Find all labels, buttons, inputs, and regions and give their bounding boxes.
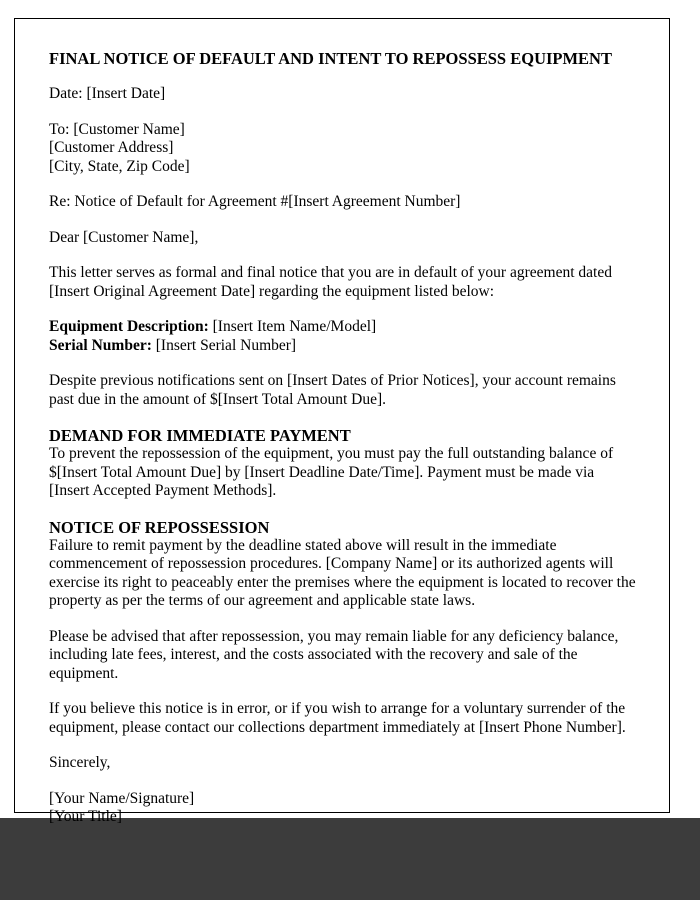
closing-line: Sincerely, xyxy=(49,754,111,771)
past-due-paragraph: Despite previous notifications sent on [Insert Dates of Prior Notices], your account remains past due in the amount of $[Insert Total Amount Due]. xyxy=(49,372,616,408)
equipment-description-label: Equipment Description: xyxy=(49,318,209,335)
intro-paragraph: This letter serves as formal and final notice that you are in default of your agreement dated [Insert Original Agreement Date] regarding the equipment listed below: xyxy=(49,264,612,300)
signature-title-line: [Your Title] xyxy=(49,808,122,825)
equipment-block xyxy=(49,318,636,355)
letter-border-frame xyxy=(14,18,670,825)
signature-block xyxy=(49,790,636,827)
error-paragraph: If you believe this notice is in error, or if you wish to arrange for a voluntary surrender of the equipment, please contact our collections department immediately at [Insert Phone Number]. xyxy=(49,700,626,736)
letter-title: FINAL NOTICE OF DEFAULT AND INTENT TO REPOSSESS EQUIPMENT xyxy=(49,49,612,68)
recipient-block xyxy=(49,121,636,177)
demand-body: To prevent the repossession of the equipment, you must pay the full outstanding balance of $[Insert Total Amount Due] by [Insert Deadline Date/Time]. Payment must be made via [Insert Accepted Payment Methods]. xyxy=(49,445,614,499)
deficiency-paragraph: Please be advised that after repossession, you may remain liable for any deficiency balance, including late fees, interest, and the costs associated with the recovery and sale of the equipment. xyxy=(49,627,619,682)
recipient-address-line: [Customer Address] xyxy=(49,139,174,156)
signature-name-line: [Your Name/Signature] xyxy=(49,789,195,807)
repossession-heading: NOTICE OF REPOSSESSION xyxy=(49,517,270,537)
dark-backdrop xyxy=(0,818,700,900)
demand-heading: DEMAND FOR IMMEDIATE PAYMENT xyxy=(49,426,351,445)
recipient-city-line: [City, State, Zip Code] xyxy=(49,157,190,175)
repossession-section xyxy=(49,518,636,611)
equipment-description-value: [Insert Item Name/Model] xyxy=(212,318,377,335)
repossession-body: Failure to remit payment by the deadline stated above will result in the immediate commencement of repossession procedures. [Company Name] or its authorized agents will exercise its right to peaceably enter the premises where the equipment is located to recover the property as per the terms of our agreement and applicable state laws. xyxy=(49,536,636,609)
demand-section xyxy=(49,426,636,501)
date-line: Date: [Insert Date] xyxy=(49,85,166,102)
re-line: Re: Notice of Default for Agreement #[Insert Agreement Number] xyxy=(49,193,461,210)
serial-number-value: [Insert Serial Number] xyxy=(155,336,297,354)
equipment-description-line xyxy=(49,318,636,337)
recipient-name-line: To: [Customer Name] xyxy=(49,120,185,138)
serial-number-label: Serial Number: xyxy=(49,336,152,354)
serial-number-line xyxy=(49,337,636,356)
salutation: Dear [Customer Name], xyxy=(49,228,199,246)
